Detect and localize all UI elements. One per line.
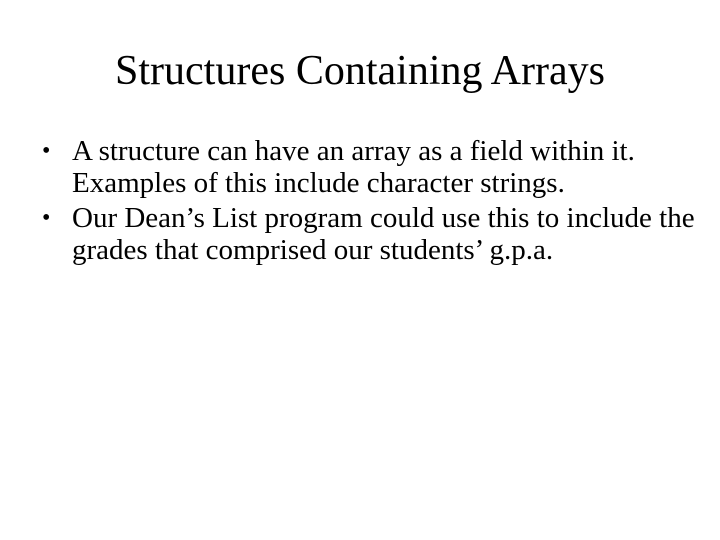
slide-title: Structures Containing Arrays — [115, 48, 605, 94]
bullet-text: A structure can have an array as a field within it. Examples of this include character strings. — [72, 135, 635, 199]
bullet-item — [36, 135, 696, 199]
bullet-icon: • — [42, 138, 51, 164]
bullet-item — [36, 202, 696, 266]
bullet-text: Our Dean’s List program could use this to include the grades that comprised our students’ g.p.a. — [72, 202, 695, 266]
bullet-icon: • — [42, 205, 51, 231]
bullet-list — [36, 135, 696, 269]
